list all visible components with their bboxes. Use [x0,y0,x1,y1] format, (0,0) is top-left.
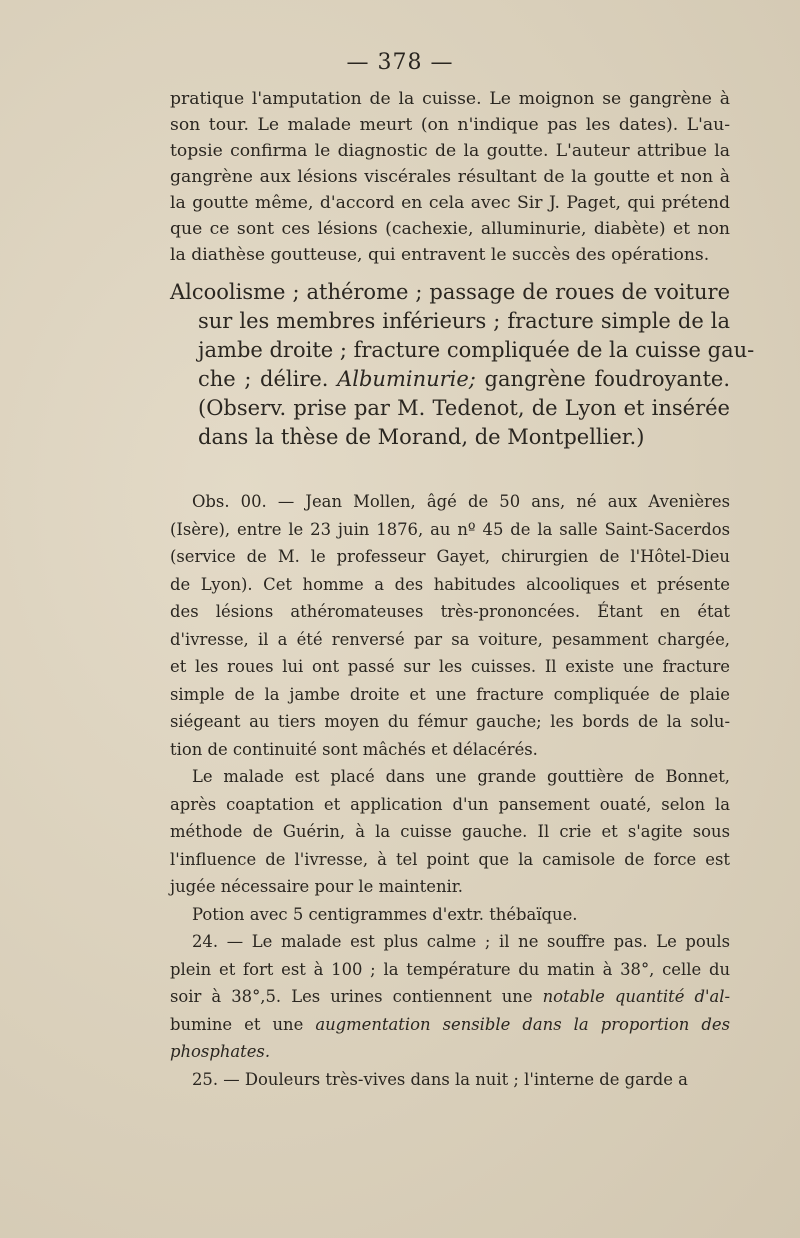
text-line: gangrène aux lésions viscérales résultant de la goutte et non à [170,167,730,187]
text-line: topsie confirma le diagnostic de la goutte. L'auteur attribue la [170,141,730,161]
text-line: méthode de Guérin, à la cuisse gauche. Il crie et s'agite sous [170,822,730,841]
section-heading [170,278,755,452]
text-line: la goutte même, d'accord en cela avec Sir J. Paget, qui prétend [170,193,730,213]
observation-text [170,488,730,1093]
heading-line: Alcoolisme ; athérome ; passage de roues de voiture [170,280,730,304]
italic-emphasis: notable quantité d'al- [542,987,730,1006]
text-line: phosphates. [170,1042,271,1061]
text-line: Obs. 00. — Jean Mollen, âgé de 50 ans, né aux Avenières [192,492,730,511]
text-line: la diathèse goutteuse, qui entravent le succès des opérations. [170,245,710,265]
text-line: que ce sont ces lésions (cachexie, alluminurie, diabète) et non [170,219,730,239]
heading-line: jambe droite ; fracture compliquée de la cuisse gau- [198,338,755,362]
heading-line: dans la thèse de Morand, de Montpellier.) [198,425,645,449]
text-line: 25. — Douleurs très-vives dans la nuit ; l'interne de garde a [192,1069,688,1089]
text-line: son tour. Le malade meurt (on n'indique pas les dates). L'au- [170,115,730,135]
text-line: soir à 38°,5. Les urines contiennent une notable quantité d'al- [170,987,730,1006]
text-line: l'influence de l'ivresse, à tel point que la camisole de force est [170,849,730,869]
heading-line: sur les membres inférieurs ; fracture simple de la [198,309,730,333]
italic-emphasis: augmentation sensible dans la proportion des [315,1014,730,1034]
text-line: (service de M. le professeur Gayet, chirurgien de l'Hôtel-Dieu [170,547,730,566]
heading-italic: Albuminurie; [337,367,476,391]
text-line: de Lyon). Cet homme a des habitudes alcooliques et présente [170,574,730,594]
text-line: (Isère), entre le 23 juin 1876, au nº 45 de la salle Saint-Sacerdos [170,519,730,539]
heading-line: (Observ. prise par M. Tedenot, de Lyon et insérée [198,396,730,420]
text-line: tion de continuité sont mâchés et délacérés. [170,739,538,759]
text-line: jugée nécessaire pour le maintenir. [170,877,464,896]
text-line: après coaptation et application d'un pansement ouaté, selon la [170,794,730,814]
text-line: d'ivresse, il a été renversé par sa voiture, pesamment chargée, [170,629,730,649]
text-line: Potion avec 5 centigrammes d'extr. thébaïque. [192,904,578,924]
text-line: et les roues lui ont passé sur les cuisses. Il existe une fracture [170,657,730,676]
text-line: des lésions athéromateuses très-prononcées. Étant en état [170,602,730,621]
text-line: plein et fort est à 100 ; la température du matin à 38°, celle du [170,959,730,979]
heading-line: che ; délire. Albuminurie; gangrène foudroyante. [198,367,730,391]
text-line: Le malade est placé dans une grande gouttière de Bonnet, [192,767,730,786]
text-line: simple de la jambe droite et une fracture compliquée de plaie [170,684,730,704]
page-number: — 378 — [346,50,454,75]
text-line: pratique l'amputation de la cuisse. Le moignon se gangrène à [170,89,730,109]
intro-paragraph [170,86,730,268]
text-line: bumine et une augmentation sensible dans la proportion des [170,1014,730,1034]
text-line: 24. — Le malade est plus calme ; il ne souffre pas. Le pouls [192,932,730,951]
text-line: siégeant au tiers moyen du fémur gauche; les bords de la solu- [170,712,730,731]
